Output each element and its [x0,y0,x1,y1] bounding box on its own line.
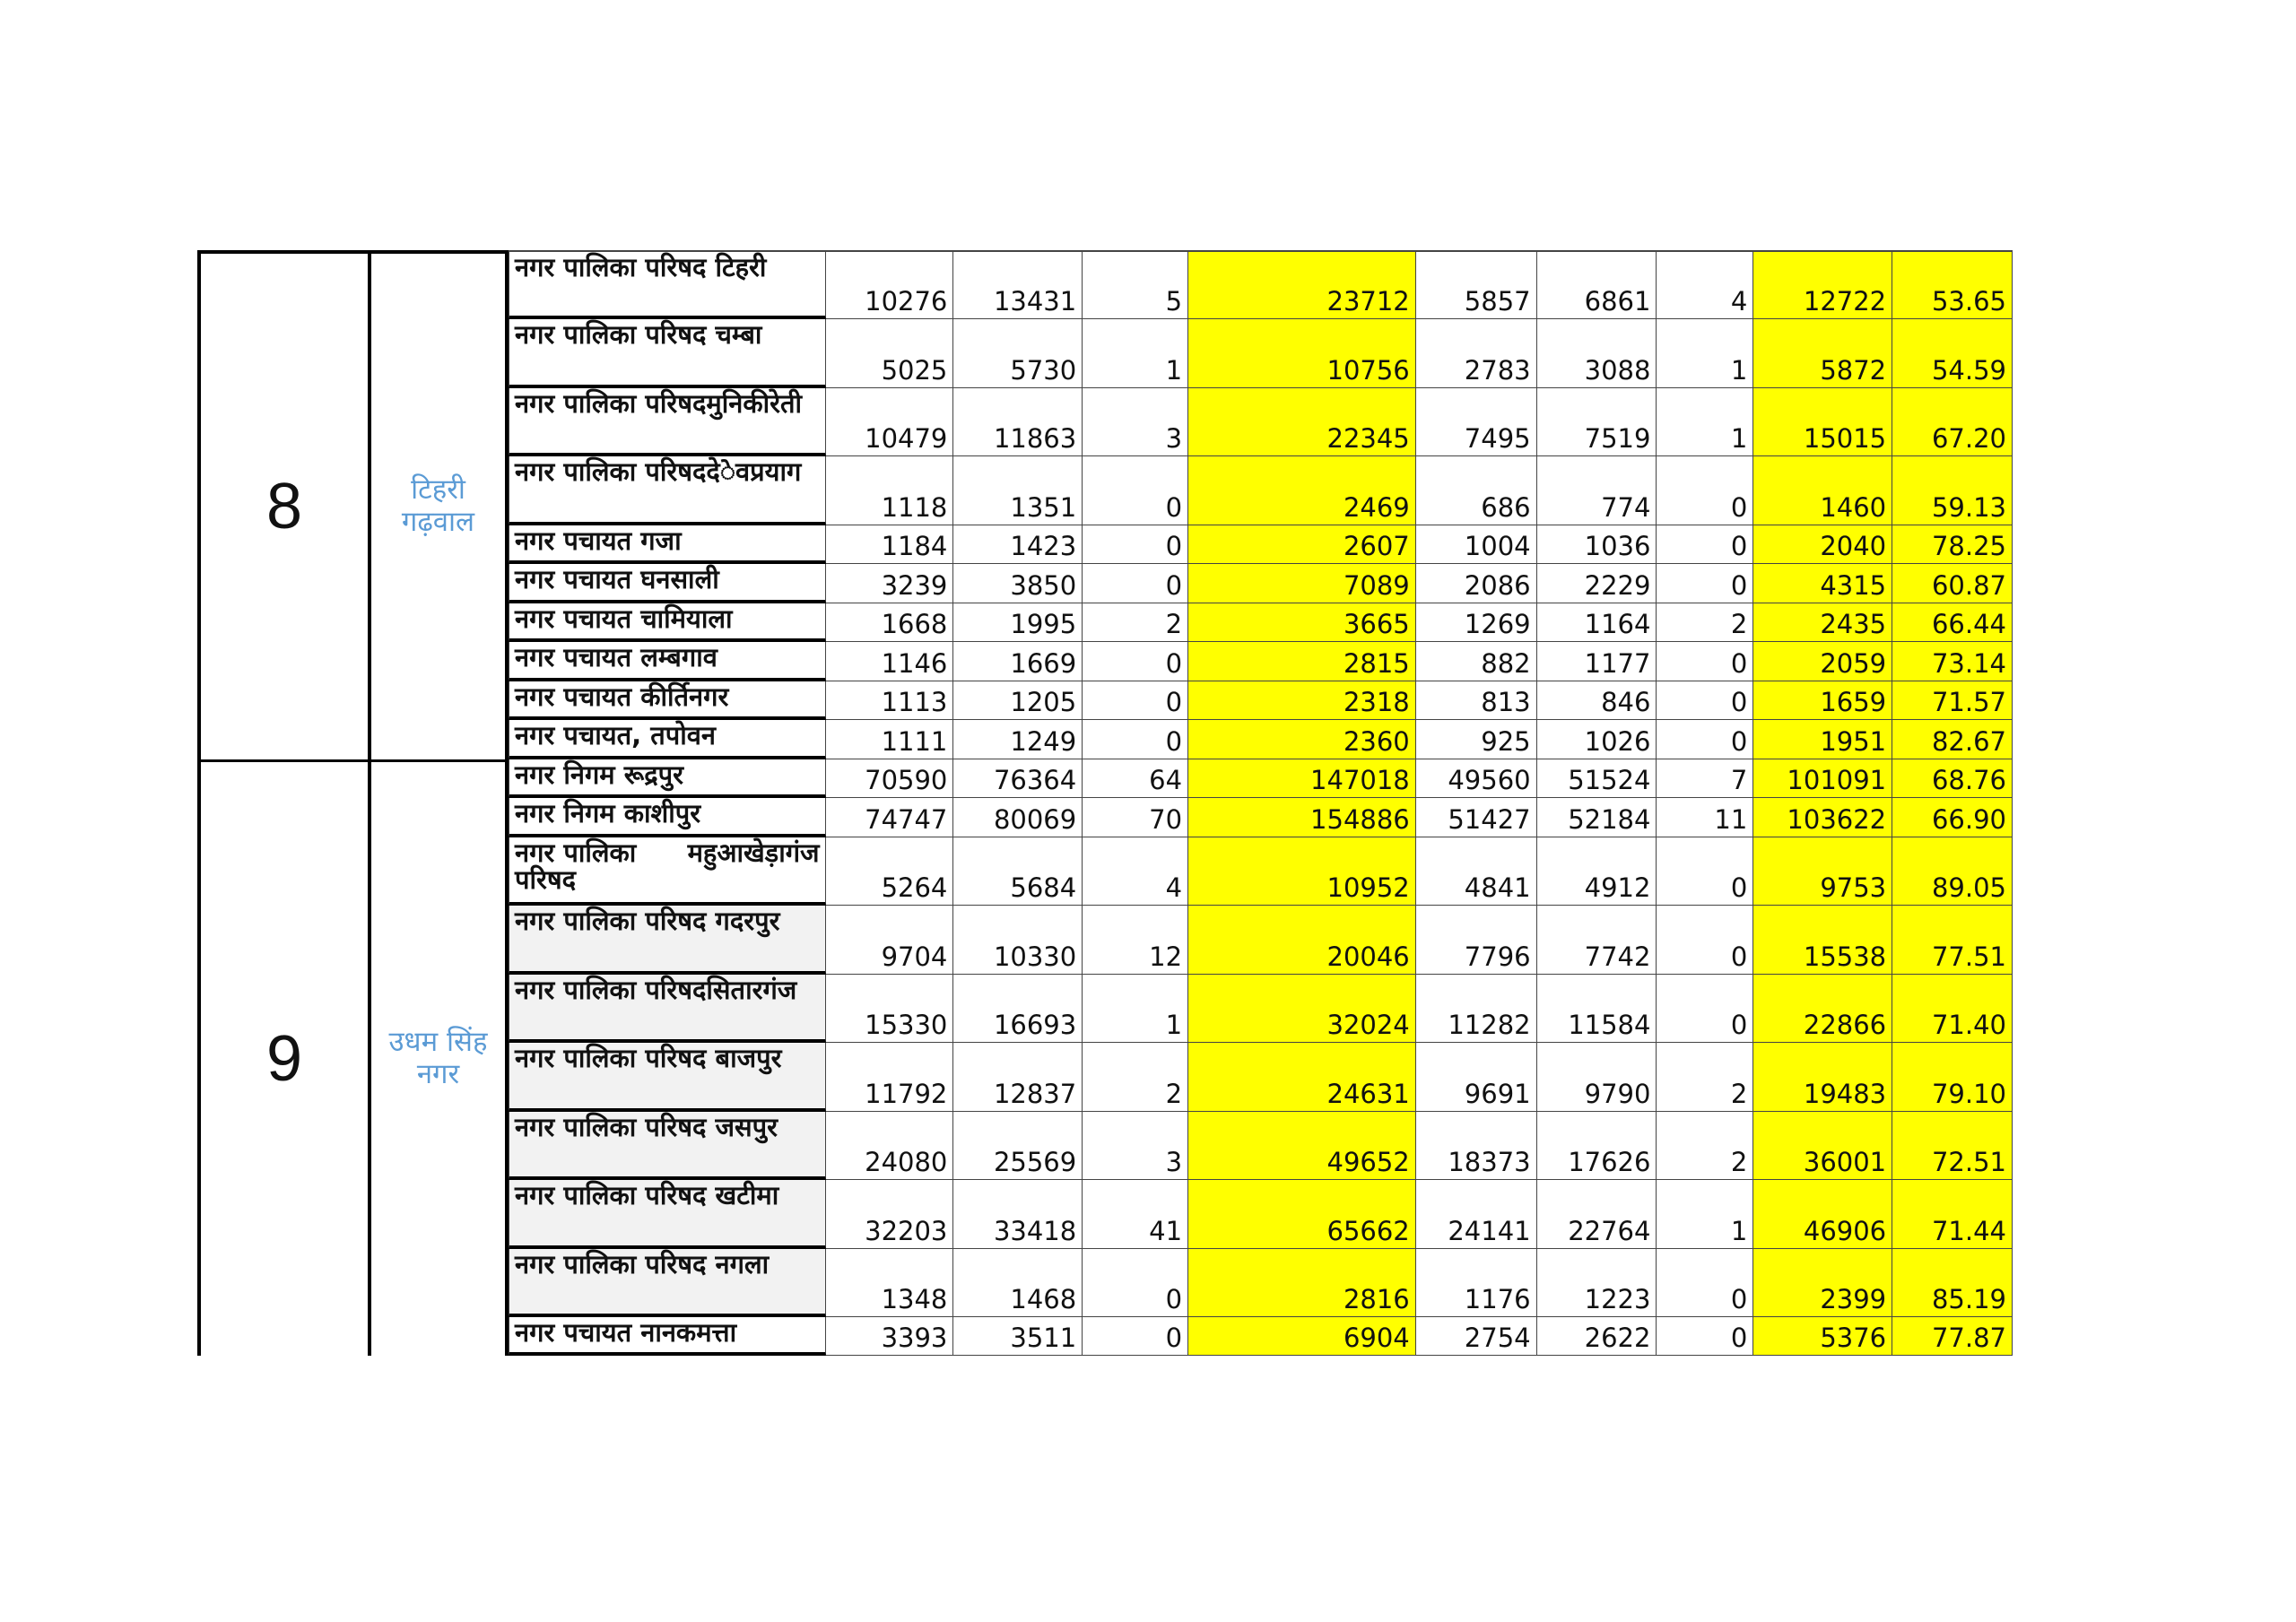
value-cell: 5025 [826,319,954,388]
table-row [509,975,2013,1043]
value-cell: 1348 [826,1249,954,1317]
value-cell: 77.51 [1892,906,2013,975]
body-name-cell [509,525,826,564]
value-cell: 10479 [826,388,954,456]
value-cell: 70590 [826,759,954,798]
value-cell: 5857 [1416,250,1537,319]
body-name-text: नगर पचायत गजा [515,525,682,556]
value-cell: 46906 [1753,1180,1892,1249]
value-cell: 0 [1657,1249,1753,1317]
body-name-text: नगर पालिका परिषद खटीमा [515,1180,779,1210]
value-cell: 54.59 [1892,319,2013,388]
table-row [509,1112,2013,1180]
district-name [371,762,505,1356]
value-cell: 2 [1657,603,1753,642]
value-cell: 52184 [1537,798,1657,837]
value-cell: 1995 [953,603,1083,642]
serial-number: 9 [201,762,371,1356]
value-cell: 2 [1657,1112,1753,1180]
value-cell: 1 [1083,319,1188,388]
value-cell: 0 [1657,525,1753,564]
value-cell: 1249 [953,720,1083,759]
value-cell: 1 [1657,319,1753,388]
value-cell: 1351 [953,456,1083,525]
value-cell: 1 [1083,975,1188,1043]
value-cell: 11584 [1537,975,1657,1043]
table-row [509,456,2013,525]
value-cell: 4315 [1753,564,1892,603]
value-cell: 0 [1083,681,1188,720]
value-cell: 0 [1657,720,1753,759]
body-name-cell [509,1112,826,1180]
value-cell: 49652 [1188,1112,1416,1180]
value-cell: 51524 [1537,759,1657,798]
value-cell: 7495 [1416,388,1537,456]
table-row [509,1180,2013,1249]
value-cell: 0 [1657,837,1753,906]
value-cell: 5376 [1753,1317,1892,1356]
value-cell: 3665 [1188,603,1416,642]
value-cell: 9691 [1416,1043,1537,1112]
body-name-cell [509,250,826,319]
body-name-text: नगर पालिका परिषद [515,388,707,419]
value-cell: 0 [1657,564,1753,603]
body-name-text: नगर पचायत कीर्तिनगर [515,681,729,712]
value-cell: 65662 [1188,1180,1416,1249]
body-name-text: नगर पालिका परिषद जसपुर [515,1112,778,1142]
value-cell: 4841 [1416,837,1537,906]
value-cell: 16693 [953,975,1083,1043]
value-cell: 846 [1537,681,1657,720]
value-cell: 1 [1657,388,1753,456]
value-cell: 10276 [826,250,954,319]
value-cell: 2318 [1188,681,1416,720]
body-name-text: दे◌ेवप्रयाग [706,456,802,487]
value-cell: 0 [1083,1317,1188,1356]
value-cell: 68.76 [1892,759,2013,798]
body-name-cell [509,975,826,1043]
value-cell: 2816 [1188,1249,1416,1317]
value-cell: 2086 [1416,564,1537,603]
value-cell: 0 [1657,456,1753,525]
value-cell: 19483 [1753,1043,1892,1112]
value-cell: 24141 [1416,1180,1537,1249]
value-cell: 1118 [826,456,954,525]
body-name-text: नगर पचायत चामियाला [515,603,733,634]
value-cell: 4912 [1537,837,1657,906]
value-cell: 5 [1083,250,1188,319]
table-row [509,759,2013,798]
value-cell: 11863 [953,388,1083,456]
body-name-text: नगर पालिका परिषद [515,837,637,896]
value-cell: 813 [1416,681,1537,720]
value-cell: 60.87 [1892,564,2013,603]
body-name-cell [509,603,826,642]
value-cell: 1951 [1753,720,1892,759]
value-cell: 1164 [1537,603,1657,642]
value-cell: 0 [1657,642,1753,681]
value-cell: 89.05 [1892,837,2013,906]
value-cell: 79.10 [1892,1043,2013,1112]
district-group [197,759,509,1356]
value-cell: 2754 [1416,1317,1537,1356]
value-cell: 1184 [826,525,954,564]
value-cell: 774 [1537,456,1657,525]
value-cell: 3511 [953,1317,1083,1356]
body-name-cell [509,642,826,681]
body-name-text: नगर पालिका परिषद टिहरी [515,252,767,282]
district-name [371,254,505,759]
value-cell: 11282 [1416,975,1537,1043]
value-cell: 1423 [953,525,1083,564]
serial-number: 8 [201,254,371,759]
table-row [509,642,2013,681]
value-cell: 1 [1657,1180,1753,1249]
value-cell: 2 [1083,1043,1188,1112]
value-cell: 64 [1083,759,1188,798]
value-cell: 22345 [1188,388,1416,456]
value-cell: 3 [1083,1112,1188,1180]
body-name-text: नगर पचायत, तपोवन [515,720,716,750]
table-row [509,250,2013,319]
value-cell: 0 [1083,1249,1188,1317]
value-cell: 1036 [1537,525,1657,564]
value-cell: 686 [1416,456,1537,525]
body-name-cell [509,564,826,603]
value-cell: 2783 [1416,319,1537,388]
value-cell: 5684 [953,837,1083,906]
value-cell: 66.44 [1892,603,2013,642]
value-cell: 0 [1657,681,1753,720]
body-name-text: नगर पालिका परिषद [515,456,707,487]
body-name-text: नगर पचायत नानकमत्ता [515,1317,737,1348]
value-cell: 24080 [826,1112,954,1180]
district-group [197,250,509,759]
body-name-cell [509,1317,826,1356]
body-name-text: नगर निगम काशीपुर [515,798,701,828]
body-name-cell [509,319,826,388]
value-cell: 7519 [1537,388,1657,456]
value-cell: 0 [1083,564,1188,603]
body-name-text: नगर पालिका परिषद गदरपुर [515,906,780,936]
value-cell: 7796 [1416,906,1537,975]
value-cell: 5730 [953,319,1083,388]
value-cell: 66.90 [1892,798,2013,837]
value-cell: 3850 [953,564,1083,603]
value-cell: 11792 [826,1043,954,1112]
table-row [509,388,2013,456]
body-name-text: नगर पालिका परिषद चम्बा [515,319,762,350]
district-name-line: टिहरी [411,473,465,507]
value-cell: 10330 [953,906,1083,975]
value-cell: 2399 [1753,1249,1892,1317]
value-cell: 15330 [826,975,954,1043]
value-cell: 71.40 [1892,975,2013,1043]
value-cell: 147018 [1188,759,1416,798]
value-cell: 9790 [1537,1043,1657,1112]
value-cell: 925 [1416,720,1537,759]
value-cell: 1113 [826,681,954,720]
body-name-text: नगर पालिका परिषद बाजपुर [515,1043,782,1073]
value-cell: 0 [1083,642,1188,681]
district-name-line: गढ़वाल [401,506,475,538]
value-cell: 51427 [1416,798,1537,837]
value-cell: 154886 [1188,798,1416,837]
value-cell: 2435 [1753,603,1892,642]
value-cell: 74747 [826,798,954,837]
table-row [509,906,2013,975]
value-cell: 2360 [1188,720,1416,759]
value-cell: 77.87 [1892,1317,2013,1356]
value-cell: 59.13 [1892,456,2013,525]
table-row [509,837,2013,906]
value-cell: 53.65 [1892,250,2013,319]
value-cell: 3088 [1537,319,1657,388]
body-name-text: सितारगंज [706,975,797,1005]
value-cell: 9753 [1753,837,1892,906]
value-cell: 15538 [1753,906,1892,975]
value-cell: 0 [1657,975,1753,1043]
value-cell: 2229 [1537,564,1657,603]
value-cell: 2607 [1188,525,1416,564]
value-cell: 20046 [1188,906,1416,975]
body-name-cell [509,1180,826,1249]
body-name-cell [509,1249,826,1317]
value-cell: 17626 [1537,1112,1657,1180]
value-cell: 882 [1416,642,1537,681]
value-cell: 36001 [1753,1112,1892,1180]
value-cell: 33418 [953,1180,1083,1249]
value-cell: 2059 [1753,642,1892,681]
value-cell: 4 [1657,250,1753,319]
body-name-text: मुनिकीरेती [706,388,803,419]
value-cell: 2469 [1188,456,1416,525]
table-row [509,1317,2013,1356]
value-cell: 1026 [1537,720,1657,759]
value-cell: 1269 [1416,603,1537,642]
value-cell: 10756 [1188,319,1416,388]
value-cell: 32024 [1188,975,1416,1043]
value-cell: 32203 [826,1180,954,1249]
value-cell: 18373 [1416,1112,1537,1180]
value-cell: 24631 [1188,1043,1416,1112]
value-cell: 1659 [1753,681,1892,720]
body-name-text: महुआखेड़ागंज [687,837,820,868]
value-cell: 1669 [953,642,1083,681]
value-cell: 7742 [1537,906,1657,975]
value-cell: 12 [1083,906,1188,975]
body-name-text: नगर पचायत घनसाली [515,564,719,594]
value-cell: 1004 [1416,525,1537,564]
value-cell: 71.44 [1892,1180,2013,1249]
value-cell: 7089 [1188,564,1416,603]
value-cell: 12837 [953,1043,1083,1112]
value-cell: 0 [1657,906,1753,975]
body-name-cell [509,388,826,456]
value-cell: 67.20 [1892,388,2013,456]
value-cell: 71.57 [1892,681,2013,720]
body-name-text: नगर निगम रूद्रपुर [515,759,684,790]
value-cell: 0 [1083,456,1188,525]
value-cell: 15015 [1753,388,1892,456]
value-cell: 2040 [1753,525,1892,564]
value-cell: 0 [1657,1317,1753,1356]
table-row [509,603,2013,642]
table-row [509,1043,2013,1112]
value-cell: 49560 [1416,759,1537,798]
value-cell: 11 [1657,798,1753,837]
value-cell: 1468 [953,1249,1083,1317]
value-cell: 3 [1083,388,1188,456]
district-name-line: नगर [416,1058,460,1090]
table-row [509,319,2013,388]
value-cell: 12722 [1753,250,1892,319]
body-name-cell [509,906,826,975]
value-cell: 2 [1657,1043,1753,1112]
value-cell: 1146 [826,642,954,681]
body-name-cell [509,837,826,906]
value-cell: 10952 [1188,837,1416,906]
body-name-text: नगर पचायत लम्बगाव [515,642,718,672]
body-name-cell [509,456,826,525]
value-cell: 1111 [826,720,954,759]
value-cell: 0 [1083,720,1188,759]
value-cell: 2622 [1537,1317,1657,1356]
value-cell: 76364 [953,759,1083,798]
data-table [197,250,2013,1359]
value-cell: 1460 [1753,456,1892,525]
value-cell: 1205 [953,681,1083,720]
value-cell: 78.25 [1892,525,2013,564]
value-cell: 2 [1083,603,1188,642]
value-cell: 1223 [1537,1249,1657,1317]
value-cell: 70 [1083,798,1188,837]
value-cell: 82.67 [1892,720,2013,759]
value-cell: 103622 [1753,798,1892,837]
value-cell: 4 [1083,837,1188,906]
value-cell: 3239 [826,564,954,603]
table-row [509,564,2013,603]
value-cell: 22866 [1753,975,1892,1043]
value-cell: 9704 [826,906,954,975]
value-cell: 3393 [826,1317,954,1356]
body-name-text: नगर पालिका परिषद [515,975,707,1005]
value-cell: 85.19 [1892,1249,2013,1317]
table-row [509,798,2013,837]
value-cell: 1177 [1537,642,1657,681]
value-cell: 6861 [1537,250,1657,319]
value-cell: 101091 [1753,759,1892,798]
value-cell: 22764 [1537,1180,1657,1249]
table-row [509,720,2013,759]
value-cell: 13431 [953,250,1083,319]
table-row [509,1249,2013,1317]
value-cell: 0 [1083,525,1188,564]
value-cell: 2815 [1188,642,1416,681]
table-row [509,681,2013,720]
value-cell: 41 [1083,1180,1188,1249]
table-row [509,525,2013,564]
value-cell: 5872 [1753,319,1892,388]
value-cell: 23712 [1188,250,1416,319]
body-name-cell [509,798,826,837]
value-cell: 1668 [826,603,954,642]
value-cell: 5264 [826,837,954,906]
body-name-cell [509,681,826,720]
value-cell: 6904 [1188,1317,1416,1356]
body-name-cell [509,720,826,759]
value-cell: 7 [1657,759,1753,798]
body-name-cell [509,759,826,798]
value-cell: 25569 [953,1112,1083,1180]
body-name-cell [509,1043,826,1112]
value-cell: 73.14 [1892,642,2013,681]
value-cell: 72.51 [1892,1112,2013,1180]
value-cell: 1176 [1416,1249,1537,1317]
body-name-text: नगर पालिका परिषद नगला [515,1249,770,1279]
value-cell: 80069 [953,798,1083,837]
district-name-line: उधम सिंह [388,1026,488,1059]
